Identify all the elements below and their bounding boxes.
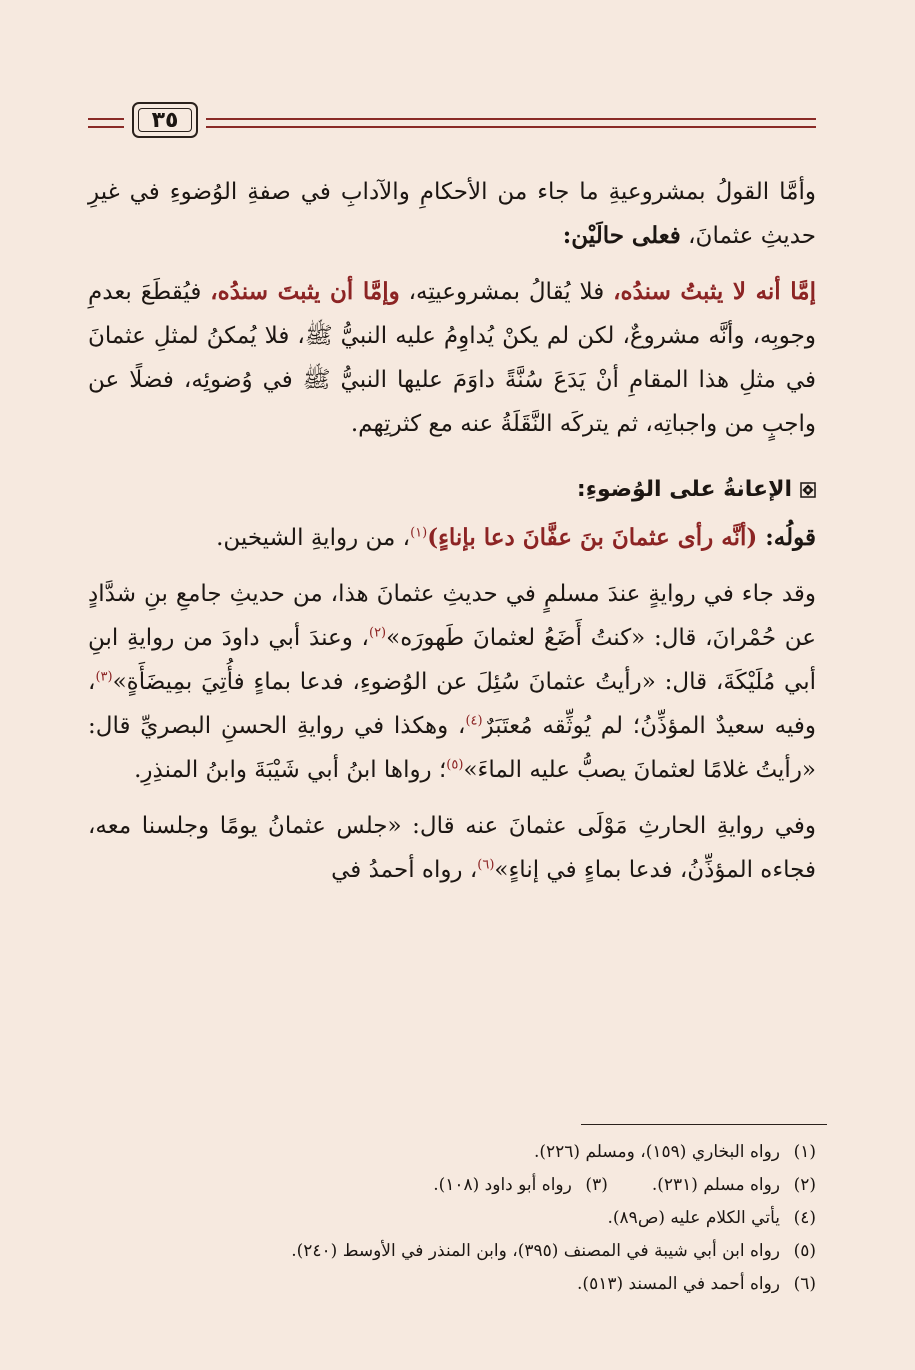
footnote-number: (٢) <box>793 1175 816 1195</box>
p4-b: ، وعندَ أبي داودَ من روايةِ ابنِ أبي مُلَيْكَةَ، قال: «رأيتُ عثمانَ سُئِلَ عن الوُضوءِ، فدعا بماءٍ فأُتِيَ بمِيضَأَةٍ» <box>88 625 816 695</box>
ornament-icon <box>800 482 816 498</box>
p4-c: ، وفيه سعيدٌ المؤذِّنُ؛ لم يُوثِّقه مُعتَبَرٌ <box>88 669 816 739</box>
footnote-number: (٣) <box>585 1175 608 1195</box>
footnote-5 <box>88 1235 816 1268</box>
p4-d: ، وهكذا في روايةِ الحسنِ البصريِّ قال: «رأيتُ غلامًا لعثمانَ يصبُّ عليه الماءَ» <box>88 713 816 783</box>
p4-a: وقد جاء في روايةٍ عندَ مسلمٍ في حديثِ عثمانَ هذا، من حديثِ جامعِ بنِ شدَّادٍ عن حُمْرانَ، قال: «كنتُ أَضَعُ لعثمانَ طَهورَه» <box>88 581 816 651</box>
footnote-text: رواه أبو داود (١٠٨). <box>433 1175 572 1195</box>
p5-a: وفي روايةِ الحارثِ مَوْلَى عثمانَ عنه قال: «جلس عثمانُ يومًا وجلسنا معه، فجاءه المؤذِّنُ، فدعا بماءٍ في إناءٍ» <box>88 813 816 883</box>
paragraph-2 <box>88 270 816 446</box>
p2-red-2: وإمَّا أن يثبتَ سندُه، <box>210 278 400 305</box>
footnote-separator <box>581 1124 827 1125</box>
footnote-2 <box>88 1169 816 1202</box>
page-header <box>88 100 816 144</box>
p4-e: ؛ رواها ابنُ أبي شَيْبَةَ وابنُ المنذِرِ. <box>134 757 447 783</box>
paragraph-4 <box>88 572 816 792</box>
footnote-6 <box>88 1268 816 1301</box>
footnote-text: رواه البخاري (١٥٩)، ومسلم (٢٢٦). <box>533 1142 780 1162</box>
header-rule-right <box>206 118 816 128</box>
p2-mid: فلا يُقالُ بمشروعيتِه، <box>399 279 614 305</box>
footnote-ref-5[interactable]: (٥) <box>446 757 464 773</box>
section-heading-text: الإعانةُ على الوُضوءِ: <box>576 477 792 502</box>
footnote-number: (٤) <box>793 1208 816 1228</box>
p3-rest: ، من روايةِ الشيخين. <box>216 525 411 551</box>
footnote-ref-6[interactable]: (٦) <box>477 857 495 873</box>
footnote-text: رواه أحمد في المسند (٥١٣). <box>577 1274 780 1294</box>
footnote-number: (٦) <box>793 1274 816 1294</box>
p3-label: قولُه: <box>765 524 816 551</box>
main-text <box>88 170 816 892</box>
section-heading <box>88 468 816 512</box>
p1-bold: فعلى حالَيْن: <box>562 222 681 249</box>
header-rule-left <box>88 118 124 128</box>
page-number: ٣٥ <box>151 107 179 133</box>
footnote-text: رواه مسلم (٢٣١). <box>651 1175 780 1195</box>
paragraph-1 <box>88 170 816 258</box>
p1-text: وأمَّا القولُ بمشروعيةِ ما جاء من الأحكامِ والآدابِ في صفةِ الوُضوءِ في غيرِ حديثِ عثمانَ، <box>88 179 816 249</box>
footnote-ref-2[interactable]: (٢) <box>368 625 387 641</box>
footnote-ref-3[interactable]: (٣) <box>95 669 113 685</box>
footnotes <box>88 1136 816 1301</box>
footnote-text: رواه ابن أبي شيبة في المصنف (٣٩٥)، وابن المنذر في الأوسط (٢٤٠). <box>291 1241 780 1261</box>
page-number-box <box>132 102 198 138</box>
footnote-4 <box>88 1202 816 1235</box>
p5-b: ، رواه أحمدُ في <box>331 857 478 883</box>
p2-red-1: إمَّا أنه لا يثبتُ سندُه، <box>613 278 816 305</box>
footnote-1 <box>88 1136 816 1169</box>
paragraph-5 <box>88 804 816 892</box>
p3-quote: (أنَّه رأى عثمانَ بنَ عفَّانَ دعا بإناءٍ) <box>427 524 766 551</box>
footnote-ref-1[interactable]: (١) <box>410 525 428 541</box>
footnote-text: يأتي الكلام عليه (ص٨٩). <box>607 1208 780 1228</box>
p2-rest: فيُقطَعَ بعدمِ وجوبِه، وأنَّه مشروعٌ، لكن لم يكنْ يُداوِمُ عليه النبيُّ ﷺ، فلا يُمكنُ لمثلِ عثمانَ في مثلِ هذا المقامِ أنْ يَدَعَ سُنَّةً داوَمَ عليها النبيُّ ﷺ في وُضوئِه، فضلًا عن واجبٍ من واجباتِه، ثم يتركَه النَّقَلَةُ عنه مع كثرتِهم. <box>88 279 816 437</box>
footnote-ref-4[interactable]: (٤) <box>465 713 483 729</box>
footnote-number: (١) <box>793 1142 816 1162</box>
footnote-number: (٥) <box>793 1241 816 1261</box>
paragraph-3 <box>88 516 816 560</box>
